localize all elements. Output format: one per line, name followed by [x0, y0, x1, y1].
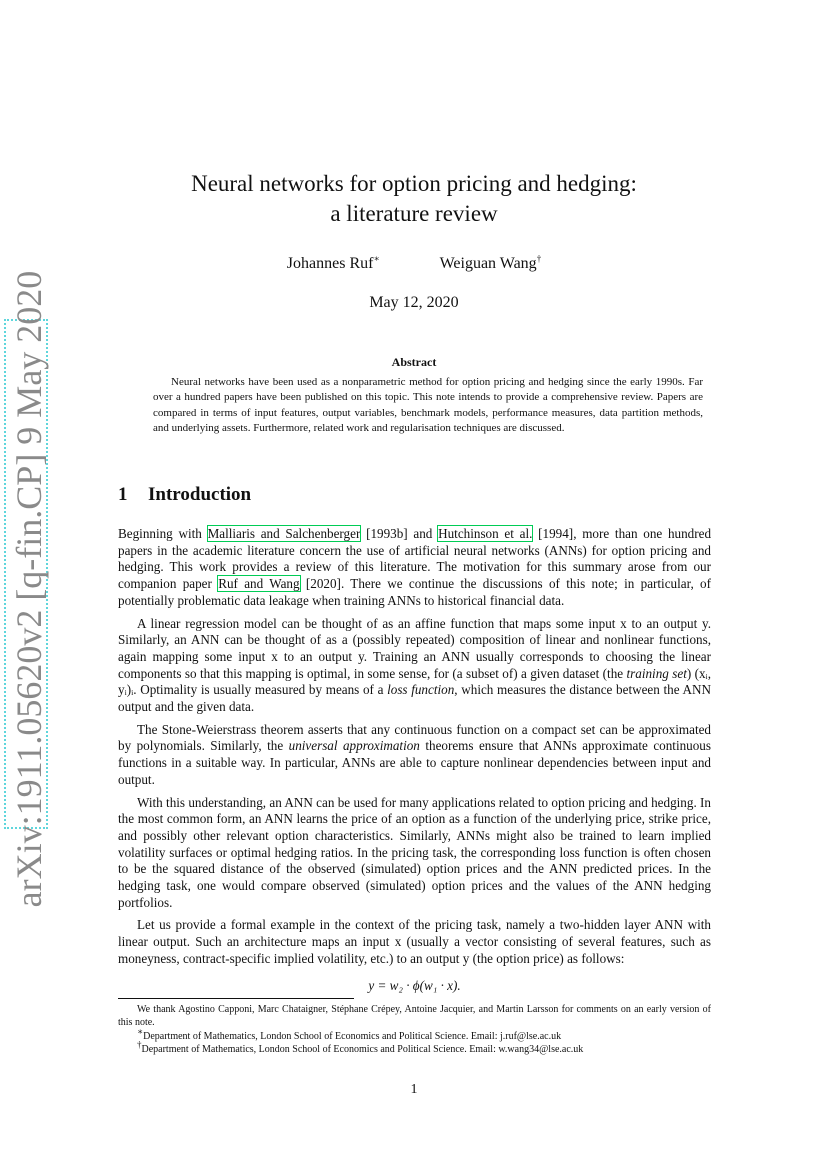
citation-malliaris-year[interactable]: [1993b] — [366, 526, 408, 541]
introduction-body — [118, 526, 711, 974]
citation-hutchinson[interactable]: Hutchinson et al. — [438, 526, 533, 541]
page-number: 1 — [410, 1082, 418, 1097]
paragraph-1: Beginning with Malliaris and Salchenberger [1993b] and Hutchinson et al. [1994], more than one hundred papers in the academic literature concern the use of artificial neural networks (ANNs) for option pricing and hedging. This work provides a review of this literature. The motivation for this summary arose from our companion paper Ruf and Wang [2020]. There we continue the discussions of this note; in particular, of potentially problematic data leakage when training ANNs to historical financial data. — [118, 526, 712, 608]
paragraph-2: A linear regression model can be thought of as an affine function that maps some input x to an output y. Similarly, an ANN can be thought of as a (possibly repeated) composition of linear and nonlinear functions, again mapping some input x to an output y. Training an ANN usually corresponds to choosing the linear components so that this mapping is optimal, in some sense, for (a subset of) a given dataset (the training set) (xᵢ, yᵢ)ᵢ. Optimality is usually measured by means of a loss function, which measures the distance between the ANN output and the given data. — [118, 615, 711, 715]
footnote-ruf: ∗Department of Mathematics, London School of Economics and Political Science. Email: j.ruf@lse.ac.uk — [137, 1026, 562, 1042]
author-ruf-footnote-mark[interactable]: ∗ — [373, 253, 380, 264]
abstract-heading: Abstract — [391, 355, 437, 369]
citation-ruf-wang-year[interactable]: [2020] — [305, 576, 341, 592]
footnotes — [118, 1003, 711, 1056]
section-heading — [118, 483, 710, 507]
paper-title — [100, 169, 728, 229]
footnote-rule — [118, 998, 354, 999]
author-wang-footnote-mark[interactable]: † — [536, 253, 542, 264]
citation-hutchinson-year[interactable]: [1994] — [538, 526, 574, 541]
title-line-1: Neural networks for option pricing and hedging: — [191, 171, 637, 196]
author-wang: Weiguan Wang† — [439, 253, 542, 272]
paragraph-4: With this understanding, an ANN can be used for many applications related to option pricing and hedging. In the most common form, an ANN learns the price of an option as a function of the underlying price, strike price, and possibly other relevant option characteristics. Similarly, ANNs might also be trained to learn implied volatility surfaces or optimal hedging ratios. In the pricing task, the corresponding loss function is often chosen to be the squared distance of the observed (simulated) option prices and the ANN predicted prices. In the hedging task, one would compare observed (simulated) option prices and the values of the ANN hedging portfolios. — [118, 794, 711, 910]
equation: y = w₂ · ϕ(w₁ · x). — [368, 978, 461, 993]
title-line-2: a literature review — [330, 201, 498, 226]
paper-date: May 12, 2020 — [369, 294, 459, 311]
paragraph-5: Let us provide a formal example in the context of the pricing task, namely a two-hidden layer ANN with linear output. Such an architecture maps an input x (usually a vector consisting of several features, such as moneyness, contract-specific implied volatility, etc.) to an output y (the option price) as follows: — [118, 917, 711, 966]
author-ruf: Johannes Ruf∗ — [286, 253, 380, 272]
citation-ruf-wang[interactable]: Ruf and Wang — [218, 576, 300, 592]
footnote-thanks: We thank Agostino Capponi, Marc Chataigner, Stéphane Crépey, Antoine Jacquier, and Martin Larsson for comments on an early version of this note. — [118, 1004, 711, 1029]
citation-malliaris[interactable]: Malliaris and Salchenberger — [207, 526, 361, 541]
paragraph-3: The Stone-Weierstrass theorem asserts that any continuous function on a compact set can be approximated by polynomials. Similarly, the universal approximation theorems ensure that ANNs approximate continuous functions in a suitable way. In particular, ANNs are able to capture nonlinear dependencies between input and output. — [118, 721, 711, 787]
section-title: Introduction — [148, 484, 252, 505]
footnote-wang: †Department of Mathematics, London School of Economics and Political Science. Email: w.wang34@lse.ac.uk — [137, 1039, 584, 1055]
section-number: 1 — [118, 484, 128, 505]
author-list — [100, 254, 728, 274]
abstract-text: Neural networks have been used as a nonparametric method for option pricing and hedging since the early 1990s. Far over a hundred papers have been published on this topic. This note intends to provide a comprehensive review. Papers are compared in terms of input features, output variables, benchmark models, performance measures, data partition methods, and underlying assets. Furthermore, related work and regularisation techniques are discussed. — [153, 376, 703, 435]
arxiv-identifier[interactable]: arXiv:1911.05620v2 [q-fin.CP] 9 May 2020 — [9, 270, 49, 908]
